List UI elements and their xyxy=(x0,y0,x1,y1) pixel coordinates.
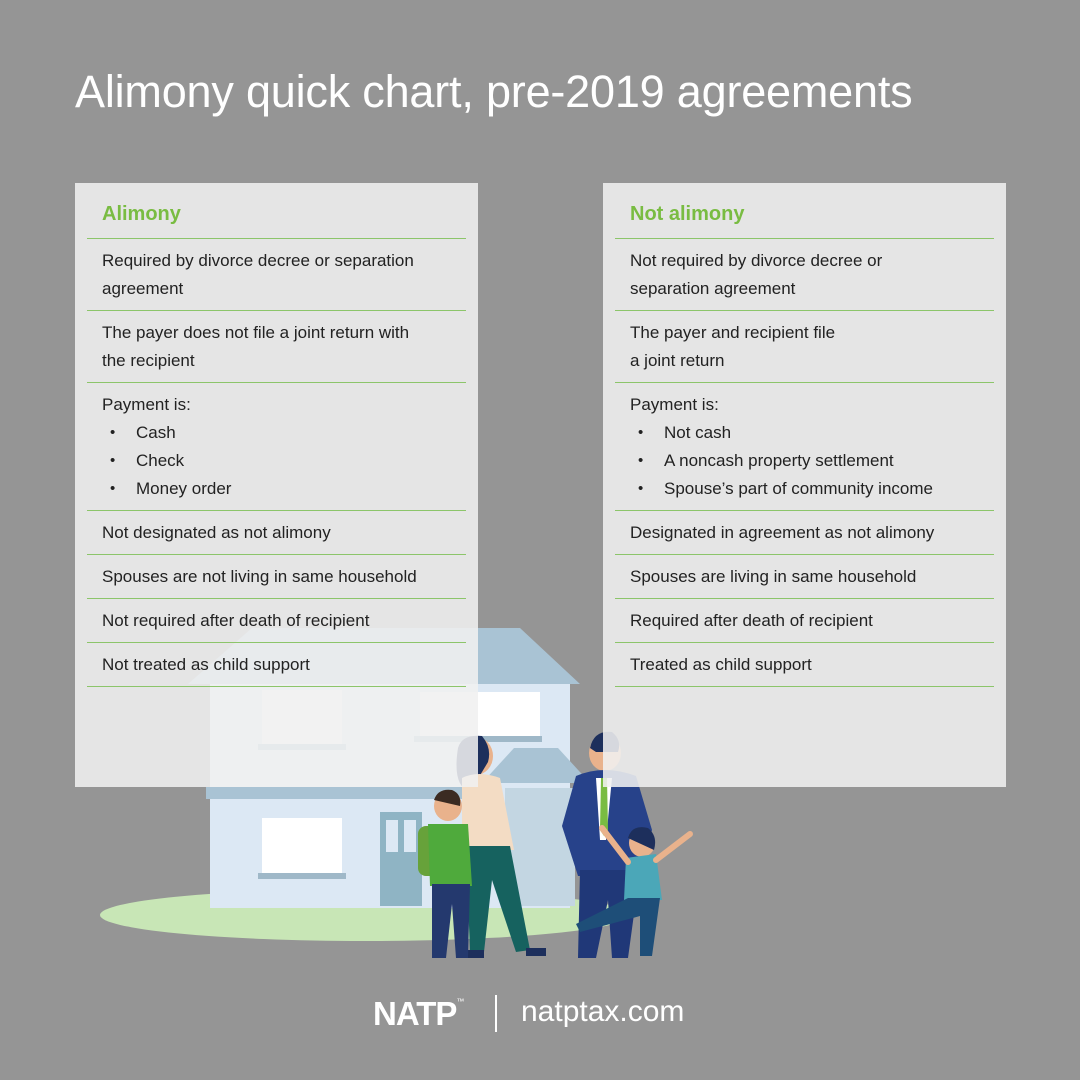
payment-type-list xyxy=(630,419,979,503)
row-text-line: Not required by divorce decree or xyxy=(630,251,883,270)
payment-type-item: • A noncash property settlement xyxy=(630,447,979,475)
not-alimony-row-joint-return xyxy=(615,311,994,383)
payment-type-item: • Cash xyxy=(102,419,451,447)
payment-type-item: • Money order xyxy=(102,475,451,503)
row-text-line: Required by divorce decree or separation xyxy=(102,251,414,270)
website-link[interactable]: natptax.com xyxy=(521,995,685,1028)
row-text-line: separation agreement xyxy=(630,279,796,298)
not-alimony-row-same-household: Spouses are living in same household xyxy=(615,555,994,599)
alimony-row-not-after-death: Not required after death of recipient xyxy=(87,599,466,643)
payment-intro: Payment is: xyxy=(102,395,191,414)
row-text-line: The payer and recipient file xyxy=(630,323,836,342)
alimony-criteria-list xyxy=(87,238,466,687)
row-text-line: the recipient xyxy=(102,351,195,370)
not-alimony-heading: Not alimony xyxy=(630,203,745,225)
page-title: Alimony quick chart, pre-2019 agreements xyxy=(75,66,913,117)
not-alimony-row-not-required-by-decree xyxy=(615,239,994,311)
trademark-mark: ™ xyxy=(456,997,465,1006)
alimony-row-separate-households: Spouses are not living in same household xyxy=(87,555,466,599)
alimony-card xyxy=(75,183,478,787)
row-text-line: agreement xyxy=(102,279,184,298)
row-text-line: The payer does not file a joint return with xyxy=(102,323,410,342)
alimony-heading: Alimony xyxy=(102,203,181,225)
payment-type-item: • Check xyxy=(102,447,451,475)
payment-type-item: • Not cash xyxy=(630,419,979,447)
alimony-row-not-child-support: Not treated as child support xyxy=(87,643,466,687)
alimony-row-payment-types xyxy=(87,383,466,511)
payment-type-item: • Spouse’s part of community income xyxy=(630,475,979,503)
alimony-row-not-designated: Not designated as not alimony xyxy=(87,511,466,555)
not-alimony-row-designated: Designated in agreement as not alimony xyxy=(615,511,994,555)
not-alimony-row-payment-types xyxy=(615,383,994,511)
footer xyxy=(0,993,1080,1037)
not-alimony-criteria-list xyxy=(615,238,994,687)
payment-type-list xyxy=(102,419,451,503)
row-text-line: a joint return xyxy=(630,351,725,370)
natp-logo xyxy=(373,995,464,1033)
payment-intro: Payment is: xyxy=(630,395,719,414)
not-alimony-card xyxy=(603,183,1006,787)
alimony-row-required-by-decree xyxy=(87,239,466,311)
not-alimony-row-child-support: Treated as child support xyxy=(615,643,994,687)
alimony-row-no-joint-return xyxy=(87,311,466,383)
logo-text: NATP xyxy=(373,995,457,1032)
footer-divider xyxy=(495,995,497,1032)
not-alimony-row-after-death: Required after death of recipient xyxy=(615,599,994,643)
